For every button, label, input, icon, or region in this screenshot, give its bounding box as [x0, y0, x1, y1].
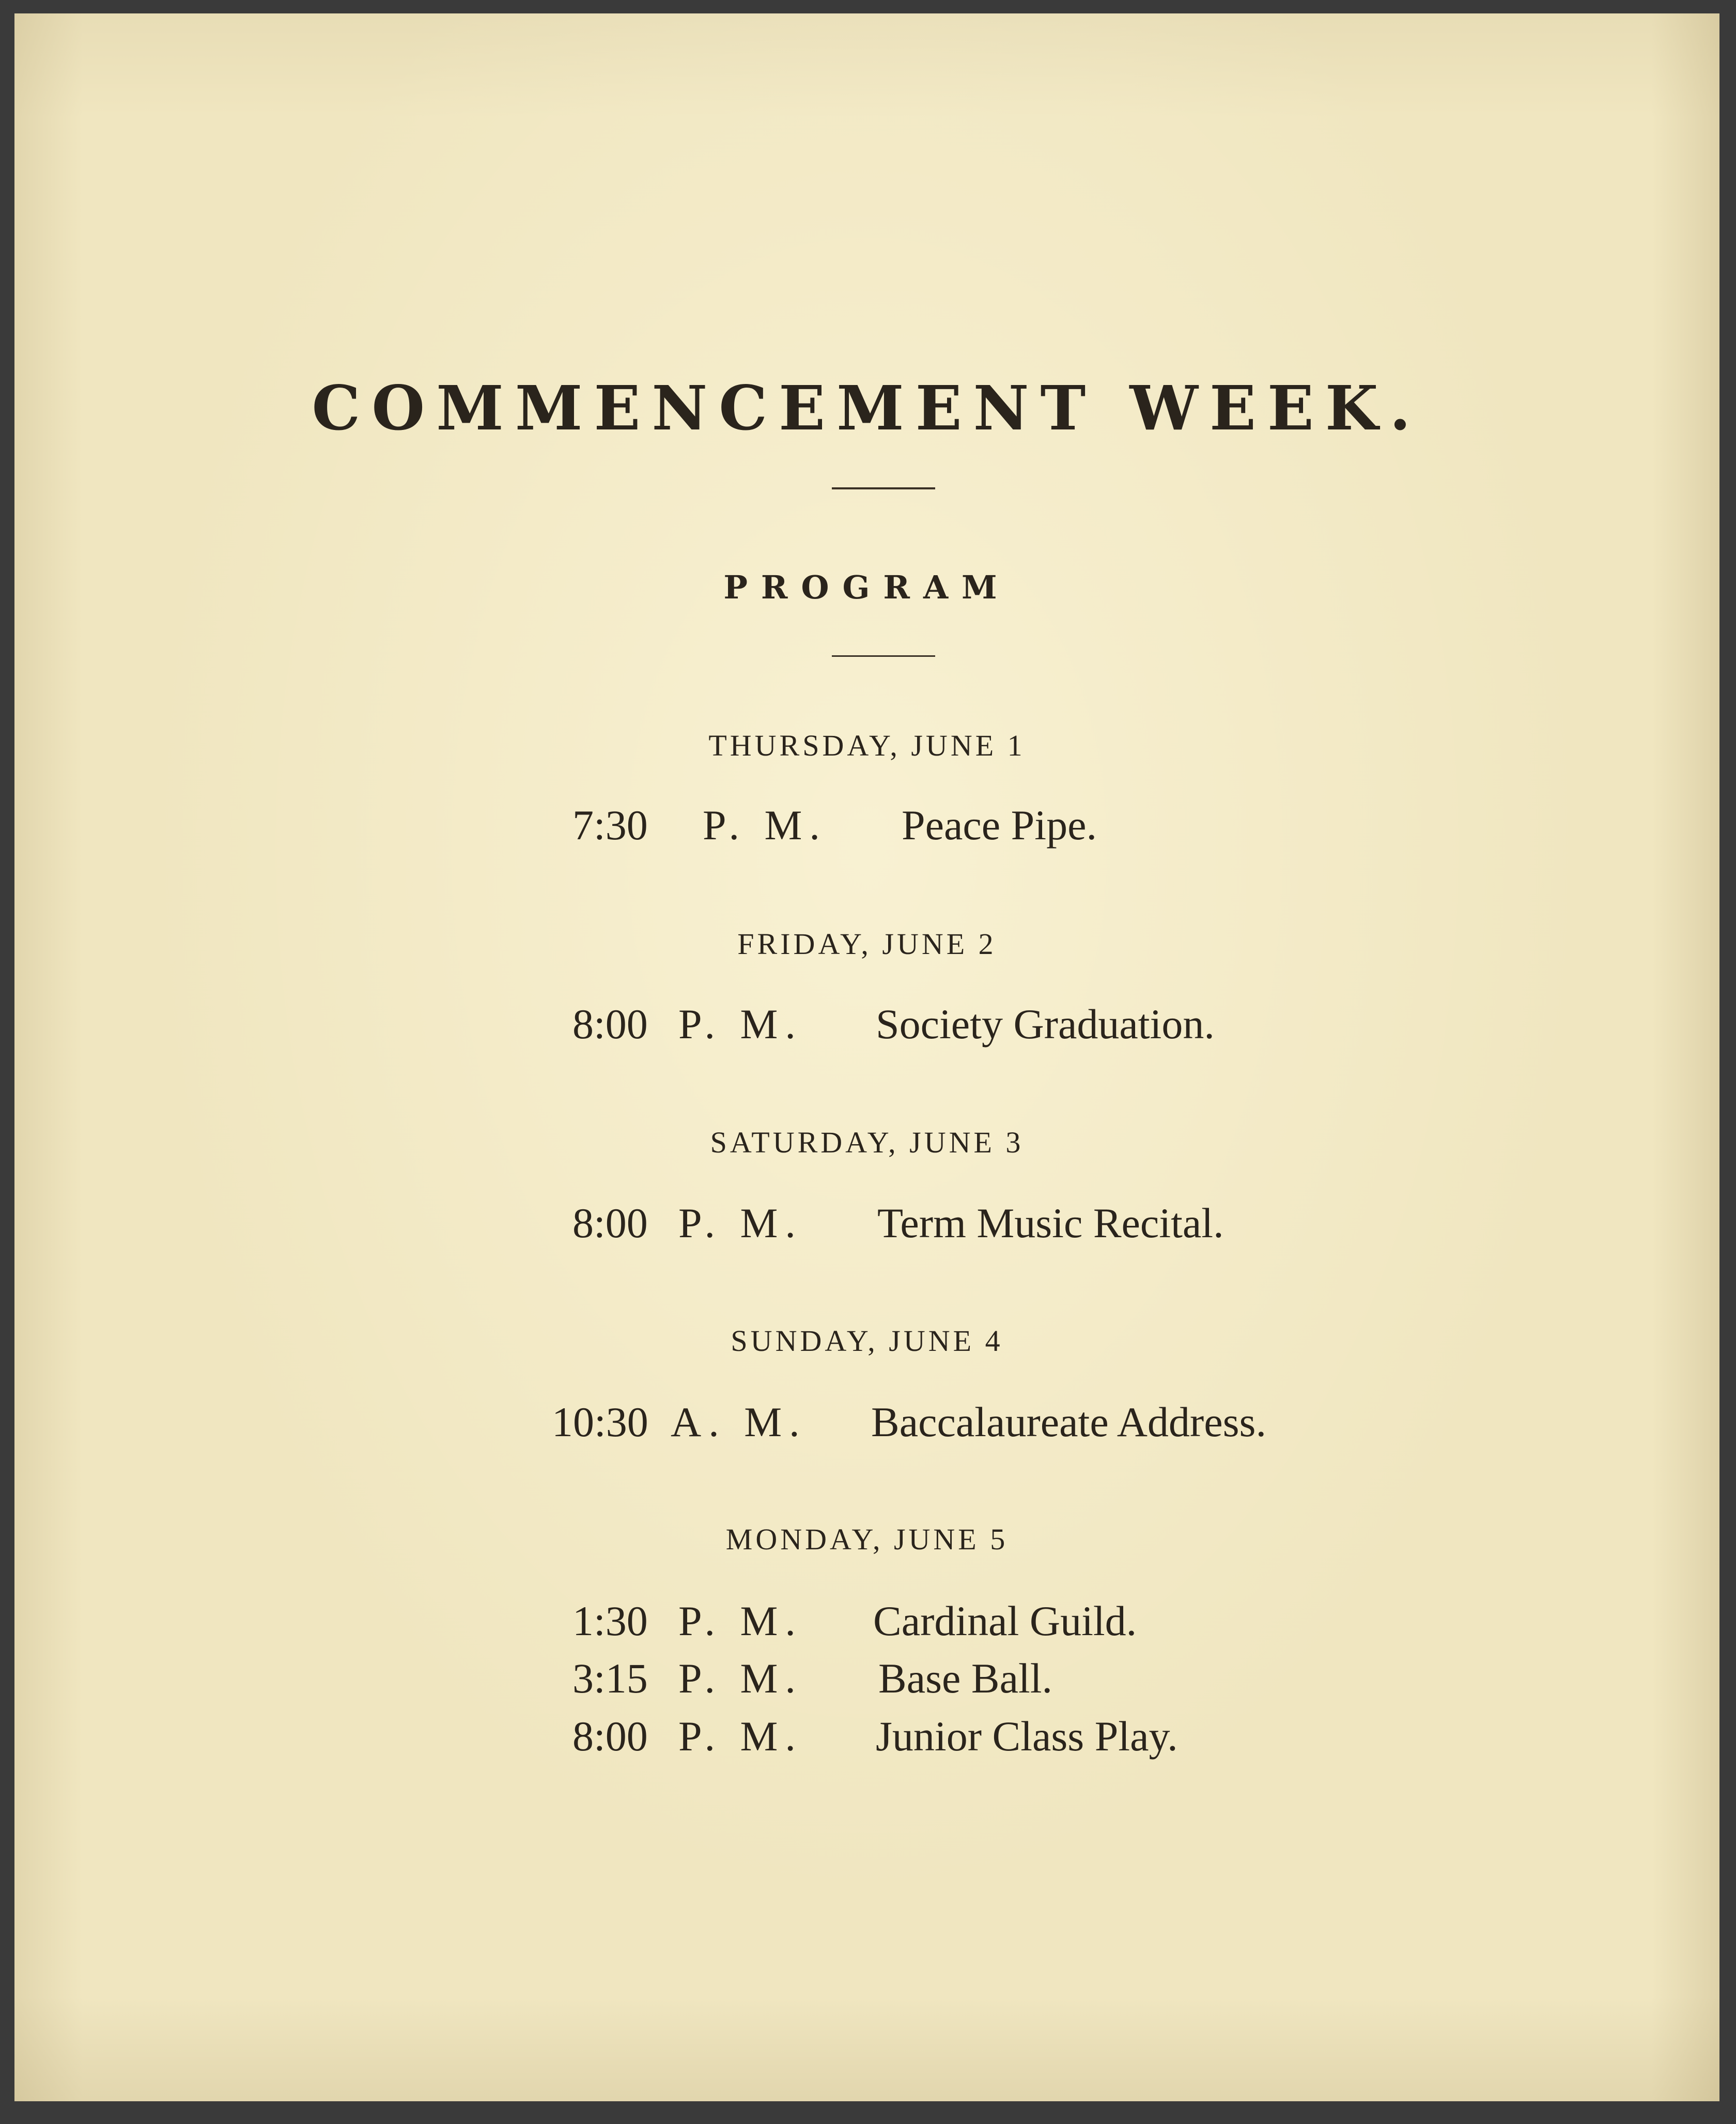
event-meridiem: P. M. [678, 1001, 803, 1048]
program-page [14, 13, 1719, 2101]
day-heading: SATURDAY, JUNE 3 [710, 1126, 1024, 1159]
event-name: Junior Class Play. [876, 1713, 1178, 1760]
event-time: 3:15 [572, 1655, 648, 1702]
event-name: Peace Pipe. [902, 802, 1097, 849]
divider-rule [832, 487, 935, 489]
program-heading: PROGRAM [723, 568, 1011, 606]
event-meridiem: A. M. [671, 1398, 807, 1445]
event-time: 10:30 [552, 1398, 648, 1445]
event-name: Term Music Recital. [877, 1199, 1224, 1246]
event-name: Baccalaureate Address. [871, 1398, 1266, 1445]
event-time: 8:00 [572, 1199, 648, 1246]
divider-rule [832, 655, 935, 657]
event-meridiem: P. M. [678, 1655, 803, 1702]
event-meridiem: P. M. [678, 1199, 803, 1246]
event-name: Society Graduation. [876, 1001, 1215, 1048]
event-time: 1:30 [572, 1597, 648, 1644]
day-heading: THURSDAY, JUNE 1 [708, 729, 1026, 762]
day-heading: FRIDAY, JUNE 2 [737, 927, 997, 961]
event-time: 8:00 [572, 1001, 648, 1048]
event-meridiem: P. M. [678, 1597, 803, 1644]
event-meridiem: P. M. [703, 802, 827, 849]
event-time: 7:30 [572, 802, 648, 849]
event-meridiem: P. M. [678, 1713, 803, 1760]
event-time: 8:00 [572, 1713, 648, 1760]
event-name: Base Ball. [878, 1655, 1053, 1702]
day-heading: SUNDAY, JUNE 4 [731, 1324, 1003, 1358]
page-title: COMMENCEMENT WEEK. [312, 372, 1422, 444]
event-name: Cardinal Guild. [873, 1597, 1137, 1644]
day-heading: MONDAY, JUNE 5 [725, 1522, 1009, 1556]
